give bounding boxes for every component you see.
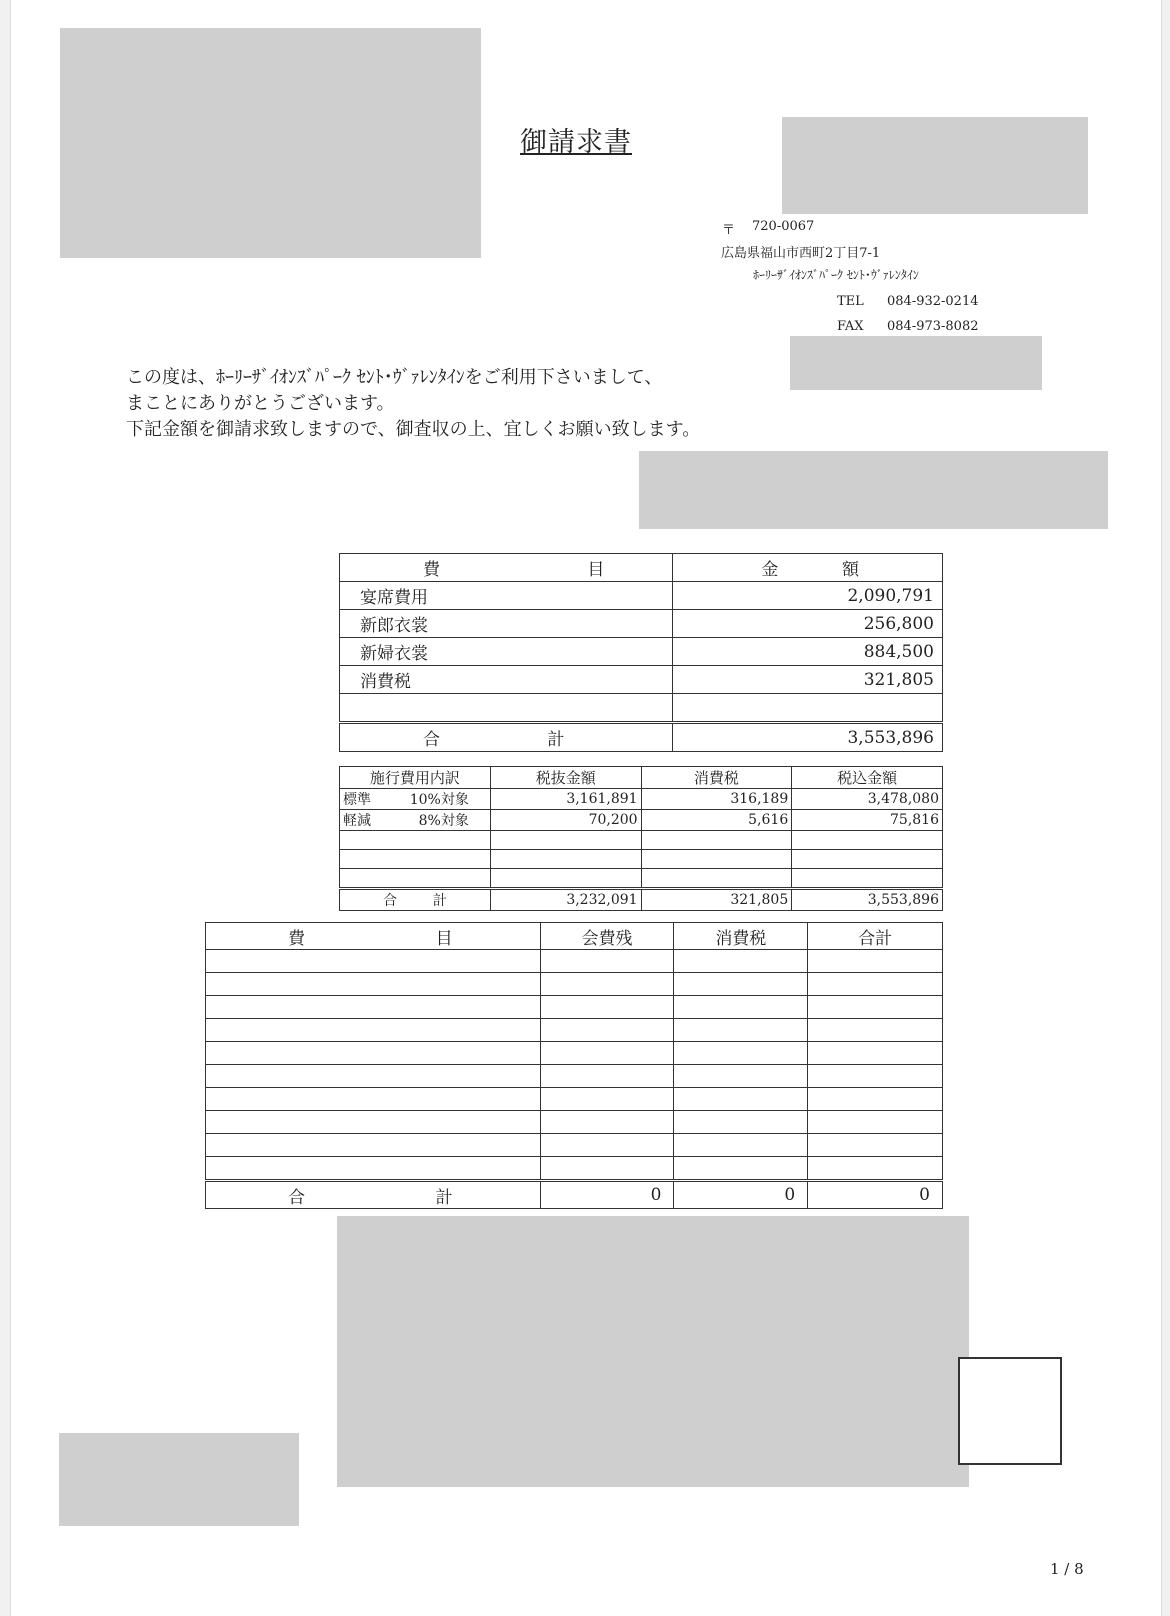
greeting-line: この度は、ﾎｰﾘｰｻﾞｲｵﾝｽﾞﾊﾟｰｸ ｾﾝﾄ･ｳﾞｧﾚﾝﾀｲﾝをご利用下さいまして、	[126, 367, 663, 388]
amount-cell: 256,800	[673, 610, 943, 638]
tax-cell	[641, 850, 792, 869]
header-tax: 消費税	[674, 923, 808, 950]
total-label: 合 計	[340, 723, 673, 752]
amount-cell: 321,805	[673, 666, 943, 694]
tax-type-cell: 軽減 8%対象	[340, 810, 491, 831]
sender-address: 広島県福山市西町2丁目7-1	[721, 246, 881, 261]
total-row	[206, 1181, 943, 1209]
tax-breakdown-table	[339, 766, 943, 911]
postal-code: 720-0067	[752, 219, 815, 234]
table-row	[340, 638, 943, 666]
amount-cell: 2,090,791	[673, 582, 943, 610]
table-row	[206, 1042, 943, 1065]
greeting-text	[126, 365, 700, 443]
fee-table	[205, 922, 943, 1209]
invoice-title: 御請求書	[520, 127, 632, 158]
excl-cell: 3,161,891	[490, 789, 641, 810]
table-header-row	[206, 923, 943, 950]
incl-cell	[792, 850, 943, 869]
table-header-row	[340, 767, 943, 789]
table-row	[206, 1019, 943, 1042]
table-row	[206, 1134, 943, 1157]
summary-table	[339, 553, 943, 752]
table-row	[340, 582, 943, 610]
redacted-seal-block	[790, 336, 1042, 390]
total-row	[340, 889, 943, 911]
header-incl: 税込金額	[792, 767, 943, 789]
table-row	[340, 810, 943, 831]
item-cell: 宴席費用	[340, 582, 673, 610]
sender-name: ﾎｰﾘｰｻﾞｲｵﾝｽﾞﾊﾟｰｸ ｾﾝﾄ･ｳﾞｧﾚﾝﾀｲﾝ	[753, 268, 919, 282]
table-row	[340, 666, 943, 694]
total-row	[340, 723, 943, 752]
table-row	[340, 694, 943, 723]
excl-cell: 70,200	[490, 810, 641, 831]
tel-label: TEL	[837, 294, 864, 309]
total-amount: 3,553,896	[673, 723, 943, 752]
amount-cell	[673, 694, 943, 723]
incl-cell	[792, 831, 943, 850]
tax-type-cell	[340, 850, 491, 869]
total-excl: 3,232,091	[490, 889, 641, 911]
incl-cell	[792, 869, 943, 889]
total-label: 合 計	[206, 1181, 541, 1209]
header-item: 費 目	[340, 554, 673, 582]
header-total: 合計	[808, 923, 943, 950]
greeting-line: まことにありがとうございます。	[126, 393, 395, 414]
excl-cell	[490, 869, 641, 889]
header-excl: 税抜金額	[490, 767, 641, 789]
incl-cell: 75,816	[792, 810, 943, 831]
table-row	[206, 973, 943, 996]
page-number: 1 / 8	[1050, 1560, 1084, 1578]
table-row	[206, 1111, 943, 1134]
fax-number: 084-973-8082	[887, 319, 979, 334]
item-cell: 消費税	[340, 666, 673, 694]
header-remaining-fee: 会費残	[540, 923, 674, 950]
incl-cell: 3,478,080	[792, 789, 943, 810]
table-row	[206, 996, 943, 1019]
redacted-notes-block	[337, 1216, 969, 1487]
total-tax: 0	[674, 1181, 808, 1209]
item-cell: 新婦衣裳	[340, 638, 673, 666]
tax-type-cell	[340, 831, 491, 850]
header-item: 費 目	[206, 923, 541, 950]
postal-mark: 〒	[722, 223, 736, 238]
table-row	[340, 789, 943, 810]
redacted-recipient-block	[60, 28, 481, 258]
table-row	[340, 869, 943, 889]
tax-cell: 316,189	[641, 789, 792, 810]
total-incl: 3,553,896	[792, 889, 943, 911]
tax-type-cell: 標準 10%対象	[340, 789, 491, 810]
tax-cell: 5,616	[641, 810, 792, 831]
header-breakdown: 施行費用内訳	[340, 767, 491, 789]
item-cell: 新郎衣裳	[340, 610, 673, 638]
excl-cell	[490, 850, 641, 869]
table-row	[206, 1065, 943, 1088]
tax-cell	[641, 831, 792, 850]
redacted-date-block	[782, 117, 1088, 214]
header-tax: 消費税	[641, 767, 792, 789]
redacted-amount-block	[639, 451, 1108, 529]
redacted-footer-block	[59, 1433, 299, 1526]
table-row	[206, 1088, 943, 1111]
table-row	[206, 1157, 943, 1181]
total-remaining-fee: 0	[540, 1181, 674, 1209]
tax-type-cell	[340, 869, 491, 889]
table-row	[340, 610, 943, 638]
stamp-box	[958, 1357, 1062, 1465]
table-row	[340, 831, 943, 850]
excl-cell	[490, 831, 641, 850]
tel-number: 084-932-0214	[887, 294, 979, 309]
item-cell	[340, 694, 673, 723]
table-row	[340, 850, 943, 869]
total-tax: 321,805	[641, 889, 792, 911]
total-sum: 0	[808, 1181, 943, 1209]
table-row	[206, 950, 943, 973]
header-amount: 金 額	[673, 554, 943, 582]
greeting-line: 下記金額を御請求致しますので、御査収の上、宜しくお願い致します。	[126, 419, 701, 440]
amount-cell: 884,500	[673, 638, 943, 666]
total-label: 合 計	[340, 889, 491, 911]
tax-cell	[641, 869, 792, 889]
fax-label: FAX	[837, 319, 864, 334]
table-header-row	[340, 554, 943, 582]
